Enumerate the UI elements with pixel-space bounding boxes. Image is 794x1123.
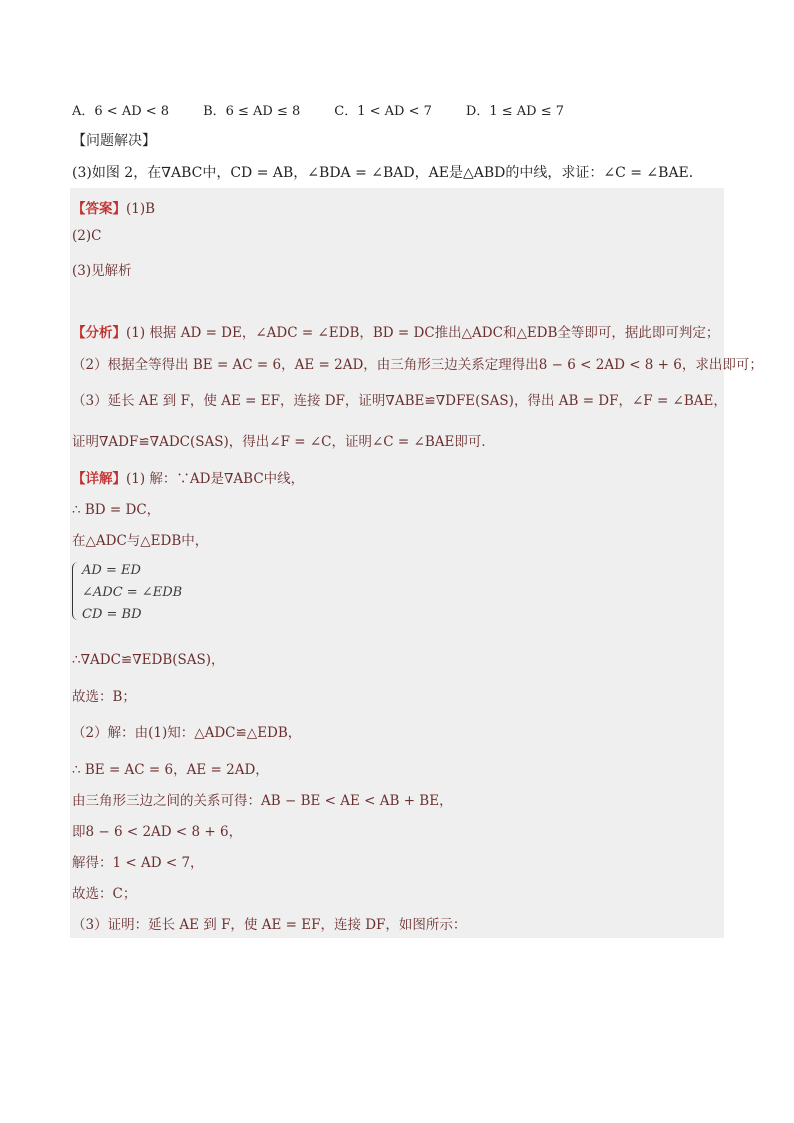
detail-text-1: (1) 解：∵AD是∇ABC中线， — [126, 471, 305, 487]
answer-line-1 — [72, 197, 155, 217]
option-d: D．1 ≤ AD ≤ 7 — [465, 104, 565, 119]
detail-line-1 — [72, 467, 304, 487]
brace-symbol — [72, 562, 79, 620]
analysis-text-4: 证明∇ADF≌∇ADC(SAS)，得出∠F = ∠C，证明∠C = ∠BAE即可． — [72, 434, 495, 450]
option-c: C．1 < AD < 7 — [334, 104, 432, 119]
detail-text-10: 解得：1 < AD < 7， — [72, 855, 204, 871]
condition-brace — [72, 560, 182, 626]
detail-text-12: （3）证明：延长 AE 到 F，使 AE = EF，连接 DF，如图所示： — [72, 917, 467, 933]
section-title: 【问题解决】 — [72, 133, 156, 149]
detail-text-4: ∴∇ADC≌∇EDB(SAS)， — [72, 652, 225, 668]
answer-tag: 【答案】 — [72, 201, 126, 217]
answer-3: (3)见解析 — [72, 263, 132, 279]
detail-text-7: ∴ BE = AC = 6，AE = 2AD， — [72, 762, 269, 778]
answer-1: (1)B — [126, 201, 156, 217]
brace-line-2: ∠ADC = ∠EDB — [82, 585, 183, 600]
answer-2: (2)C — [72, 228, 102, 244]
detail-text-3: 在△ADC与△EDB中， — [72, 533, 209, 549]
analysis-text-2: （2）根据全等得出 BE = AC = 6，AE = 2AD，由三角形三边关系定理得出8 − 6 < 2AD < 8 + 6，求出即可； — [72, 357, 763, 373]
detail-text-6: （2）解：由(1)知：△ADC≌△EDB， — [72, 725, 302, 741]
option-b: B．6 ≤ AD ≤ 8 — [203, 104, 301, 119]
choice-options — [72, 100, 564, 119]
detail-text-8: 由三角形三边之间的关系可得：AB − BE < AE < AB + BE， — [72, 793, 453, 809]
analysis-text-1: (1) 根据 AD = DE，∠ADC = ∠EDB，BD = DC推出△ADC和△EDB全等即可，据此即可判定； — [126, 325, 720, 341]
analysis-tag: 【分析】 — [72, 325, 126, 341]
detail-tag: 【详解】 — [72, 471, 126, 487]
detail-text-9: 即8 − 6 < 2AD < 8 + 6， — [72, 824, 243, 840]
detail-text-11: 故选：C； — [72, 886, 137, 902]
detail-text-2: ∴ BD = DC， — [72, 502, 161, 518]
option-a: A．6 < AD < 8 — [72, 104, 170, 119]
question-3: (3)如图 2，在∇ABC中，CD = AB，∠BDA = ∠BAD，AE是△ABD的中线，求证：∠C = ∠BAE． — [72, 165, 703, 181]
brace-line-3: CD = BD — [82, 607, 142, 622]
analysis-line-1 — [72, 321, 719, 341]
brace-line-1: AD = ED — [82, 563, 141, 578]
detail-text-5: 故选：B； — [72, 689, 136, 705]
analysis-text-3: （3）延长 AE 到 F，使 AE = EF，连接 DF，证明∇ABE≌∇DFE(SAS)，得出 AB = DF，∠F = ∠BAE， — [72, 393, 727, 409]
